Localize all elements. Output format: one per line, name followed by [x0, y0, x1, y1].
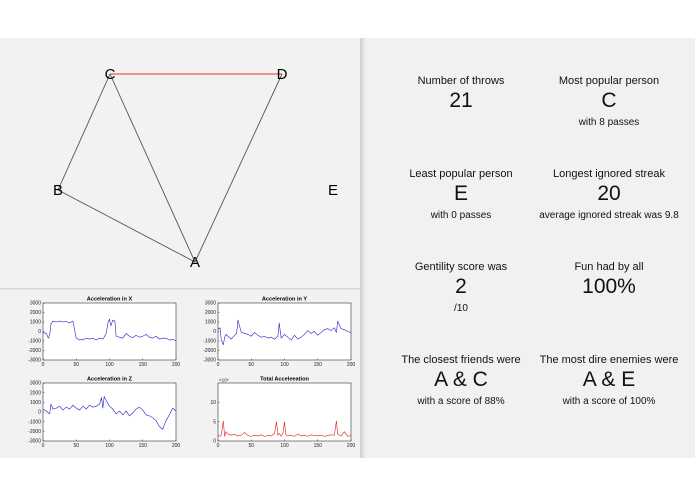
pass-network-graph — [0, 38, 361, 289]
y-tick-label: 1000 — [29, 400, 41, 407]
x-tick-label: 50 — [73, 362, 80, 368]
stat-detail: with a score of 100% — [562, 396, 656, 407]
stat-value: 100% — [582, 275, 636, 298]
stat-label: Longest ignored streak — [553, 168, 665, 180]
node-a: A — [189, 254, 201, 271]
node-e: E — [327, 182, 339, 199]
x-tick-label: 50 — [73, 443, 80, 449]
stat-closest-friends — [381, 354, 541, 408]
x-tick-label: 150 — [313, 443, 322, 449]
acceleration-charts-panel — [0, 290, 361, 458]
y-tick-label: 2000 — [29, 390, 41, 397]
stat-value: C — [601, 89, 617, 112]
chart-acceleration-in-y — [203, 297, 355, 369]
pass-network-panel — [0, 38, 361, 289]
stat-value: E — [453, 182, 468, 205]
x-tick-label: 150 — [138, 362, 147, 368]
stat-value: 21 — [449, 89, 473, 112]
y-tick-label: -2000 — [203, 348, 216, 355]
x-tick-label: 100 — [280, 362, 289, 368]
stat-detail: with 8 passes — [578, 117, 640, 128]
x-tick-label: 200 — [171, 443, 181, 449]
acceleration-charts — [0, 290, 361, 458]
edge-d-a — [195, 74, 282, 262]
stat-detail: with 0 passes — [430, 210, 492, 221]
chart-title: Acceleration in Z — [86, 376, 133, 383]
plot-area — [218, 303, 351, 360]
chart-title: Total Acceleeation — [260, 376, 309, 383]
node-b: B — [52, 182, 64, 199]
stat-gentility-score — [381, 261, 541, 315]
y-tick-label: 10 — [210, 400, 216, 407]
y-tick-label: -1000 — [203, 338, 216, 345]
x-tick-label: 200 — [346, 443, 356, 449]
y-tick-label: -1000 — [28, 338, 41, 345]
stat-label: Least popular person — [409, 168, 513, 180]
chart-title: Acceleration in Y — [261, 296, 308, 303]
x-tick-label: 150 — [313, 362, 322, 368]
y-tick-label: 0 — [213, 438, 216, 445]
y-tick-label: 2000 — [29, 310, 41, 317]
edge-b-a — [58, 190, 195, 262]
y-tick-label: -3000 — [203, 357, 216, 364]
plot-area — [43, 383, 176, 441]
y-tick-label: 3000 — [29, 300, 41, 307]
y-tick-label: 0 — [213, 329, 216, 336]
y-tick-label: -1000 — [28, 419, 41, 426]
y-tick-label: 0 — [38, 409, 41, 416]
stat-fun-had-by-all — [529, 261, 689, 300]
y-tick-label: -2000 — [28, 429, 41, 436]
x-tick-label: 0 — [216, 443, 220, 449]
x-tick-label: 100 — [105, 443, 114, 449]
y-tick-label: -3000 — [28, 438, 41, 445]
stat-detail: with a score of 88% — [417, 396, 505, 407]
y-tick-label: 5 — [213, 419, 216, 426]
stat-value: 20 — [597, 182, 621, 205]
stat-label: Most popular person — [558, 75, 660, 87]
y-tick-label: 2000 — [204, 310, 216, 317]
x-tick-label: 200 — [171, 362, 181, 368]
stat-detail: average ignored streak was 9.8 — [539, 210, 679, 221]
x-tick-label: 50 — [248, 362, 255, 368]
y-tick-label: 1000 — [29, 319, 41, 326]
stat-label: Gentility score was — [414, 261, 508, 273]
stat-label: Number of throws — [417, 75, 505, 87]
x-tick-label: 100 — [280, 443, 289, 449]
y-tick-label: 0 — [38, 329, 41, 336]
stat-label: The closest friends were — [401, 354, 521, 366]
node-c: C — [104, 66, 116, 83]
x-tick-label: 0 — [41, 443, 45, 449]
x-tick-label: 50 — [248, 443, 255, 449]
y-multiplier: ×10⁶ — [219, 377, 229, 383]
y-tick-label: -3000 — [28, 357, 41, 364]
edge-c-b — [58, 74, 110, 190]
plot-area — [218, 383, 351, 441]
stat-label: The most dire enemies were — [539, 354, 679, 366]
stat-number-of-throws — [381, 75, 541, 114]
x-tick-label: 150 — [138, 443, 147, 449]
stat-value: A & C — [434, 368, 488, 391]
y-tick-label: 3000 — [29, 380, 41, 387]
y-tick-label: -2000 — [28, 348, 41, 355]
stat-longest-ignored-streak — [529, 168, 689, 222]
stat-least-popular-person — [381, 168, 541, 222]
y-tick-label: 1000 — [204, 319, 216, 326]
chart-acceleration-in-x — [28, 297, 180, 369]
x-tick-label: 100 — [105, 362, 114, 368]
edge-c-a — [110, 74, 195, 262]
stat-label: Fun had by all — [574, 261, 644, 273]
x-tick-label: 0 — [41, 362, 45, 368]
stat-value: 2 — [455, 275, 467, 298]
plot-area — [43, 303, 176, 360]
x-tick-label: 200 — [346, 362, 356, 368]
chart-total-acceleeation — [210, 377, 355, 450]
y-tick-label: 3000 — [204, 300, 216, 307]
statistics-panel — [365, 38, 695, 458]
stat-value: A & E — [582, 368, 636, 391]
stat-detail: /10 — [454, 303, 468, 314]
stat-most-popular-person — [529, 75, 689, 129]
chart-acceleration-in-z — [28, 377, 180, 450]
node-d: D — [276, 66, 288, 83]
stat-dire-enemies — [529, 354, 689, 408]
chart-title: Acceleration in X — [86, 296, 133, 303]
x-tick-label: 0 — [216, 362, 220, 368]
